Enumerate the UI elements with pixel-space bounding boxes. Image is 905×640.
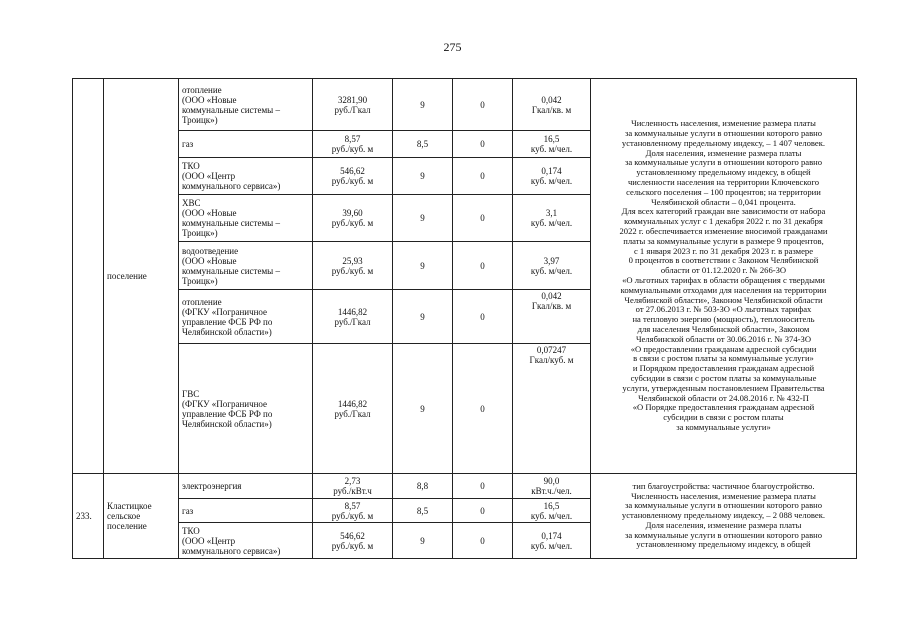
note-line: Доля населения, изменение размера платы	[645, 147, 802, 158]
table-row	[73, 79, 857, 131]
note-line: субсидии в связи с ростом платы	[663, 412, 784, 423]
tariff-cell	[313, 523, 393, 559]
settlement-line: сельское	[107, 511, 141, 521]
service-cell	[179, 242, 313, 290]
index-cell: 9	[393, 158, 453, 195]
note-line: в связи с ростом платы за коммунальные услуги»	[633, 353, 814, 364]
settlement-line: поселение	[107, 521, 147, 531]
service-line: (ФГКУ «Пограничное	[182, 398, 268, 409]
service-line: Челябинской области»)	[182, 418, 272, 429]
index-cell: 9	[393, 242, 453, 290]
service-line: (ООО «Новые	[182, 208, 237, 218]
norm-value: 0,042	[541, 291, 562, 301]
note-line: Доля населения, изменение размера платы	[645, 519, 802, 530]
index-cell: 8,8	[393, 474, 453, 499]
service-cell	[179, 474, 313, 499]
service-line: ГВС	[182, 388, 200, 399]
norm-unit: Гкал/кв. м	[531, 301, 572, 311]
zero-cell: 0	[453, 131, 513, 158]
tariff-value: 1446,82	[337, 398, 368, 409]
norm-value: 0,07247	[536, 345, 567, 355]
note-line: «О Порядке предоставления гражданам адресной	[632, 402, 815, 413]
norm-unit: куб. м/чел.	[530, 176, 573, 186]
norm-cell	[513, 290, 591, 344]
zero-cell: 0	[453, 499, 513, 523]
tariff-unit: руб./куб. м	[331, 176, 374, 186]
note-line: и Порядком предоставления гражданам адресной	[632, 363, 815, 374]
note-line: области от 01.12.2020 г. № 266-ЗО	[660, 265, 787, 276]
note-line: установленному предельному индексу, – 1 407 человек.	[621, 137, 826, 148]
note-line: за коммунальные услуги в отношении которого равно	[624, 157, 823, 168]
tariff-value: 2,73	[344, 476, 361, 486]
service-cell	[179, 79, 313, 131]
tariff-value: 25,93	[342, 255, 363, 266]
table-row	[73, 474, 857, 499]
note-line: Для всех категорий граждан вне зависимости от набора	[621, 206, 826, 217]
norm-value: 3,1	[545, 208, 558, 218]
tariff-value: 8,57	[344, 134, 361, 144]
zero-cell: 0	[453, 523, 513, 559]
note-line: 2022 г. обеспечивается изменение вносимой гражданами	[619, 226, 828, 237]
norm-cell	[513, 499, 591, 523]
service-line: ТКО	[182, 161, 200, 171]
row-number-cell	[73, 79, 104, 474]
tariff-value: 1446,82	[337, 306, 368, 317]
norm-value: 0,174	[541, 530, 562, 541]
service-line: коммунальные системы –	[182, 265, 280, 276]
tariff-value: 8,57	[344, 500, 361, 511]
row-number-cell: 233.	[73, 474, 104, 559]
tariff-unit: руб./куб. м	[331, 265, 374, 276]
tariff-cell	[313, 131, 393, 158]
service-line: управление ФСБ РФ по	[182, 316, 273, 327]
service-line: (ФГКУ «Пограничное	[182, 306, 268, 317]
tariff-table	[72, 78, 857, 559]
note-line: субсидии в связи с ростом платы за коммунальные	[630, 372, 817, 383]
norm-unit: Гкал/кв. м	[531, 104, 572, 115]
service-line: ТКО	[182, 525, 200, 536]
index-cell: 9	[393, 195, 453, 242]
note-line: Численность населения, изменение размера платы	[631, 118, 816, 129]
norm-unit: куб. м/чел.	[530, 540, 573, 551]
note-line: услуги, утвержденным постановлением Правительства	[622, 382, 825, 393]
tariff-value: 3281,90	[337, 94, 368, 105]
zero-cell: 0	[453, 242, 513, 290]
tariff-cell	[313, 344, 393, 474]
note-line: установленному предельному индексу, в общей	[636, 539, 811, 550]
settlement-cell	[104, 474, 179, 559]
norm-value: 0,042	[541, 94, 562, 105]
norm-cell	[513, 79, 591, 131]
service-line: Троицк»)	[182, 114, 218, 125]
note-line: 0 процентов в соответствии с Законом Челябинской	[628, 255, 819, 266]
note-line: Челябинской области от 30.06.2016 г. № 374-ЗО	[635, 333, 812, 344]
service-cell	[179, 499, 313, 523]
note-line: Челябинской области», Законом Челябинской области	[624, 294, 823, 305]
note-line: платы за коммунальные услуги в размере 9 процентов,	[623, 235, 824, 246]
note-line: за коммунальные услуги в отношении которого равно	[624, 128, 823, 139]
note-line: за коммунальные услуги в отношении которого равно	[624, 529, 823, 540]
service-line: Троицк»)	[182, 228, 218, 238]
norm-value: 0,174	[541, 166, 562, 176]
service-cell	[179, 195, 313, 242]
tariff-unit: руб./куб. м	[331, 218, 374, 228]
norm-value: 3,97	[543, 255, 560, 266]
norm-cell	[513, 344, 591, 474]
norm-unit: куб. м/чел.	[530, 144, 573, 154]
tariff-cell	[313, 499, 393, 523]
norm-cell	[513, 242, 591, 290]
note-line: «О предоставлении гражданам адресной субсидии	[630, 343, 817, 354]
note-line: сельского поселения – 100 процентов; на территории	[626, 186, 821, 197]
tariff-value: 39,60	[342, 208, 363, 218]
norm-unit: Гкал/куб. м	[529, 355, 574, 365]
tariff-cell	[313, 474, 393, 499]
note-line: для населения Челябинской области», Законом	[637, 323, 810, 334]
norm-unit: куб. м/чел.	[530, 510, 573, 521]
tariff-value: 546,62	[340, 530, 365, 541]
note-line: за коммунальные услуги в отношении которого равно	[624, 500, 823, 511]
norm-value: 16,5	[543, 134, 560, 144]
service-line: отопление	[182, 84, 222, 95]
zero-cell: 0	[453, 344, 513, 474]
zero-cell: 0	[453, 195, 513, 242]
index-cell: 8,5	[393, 131, 453, 158]
service-line: (ООО «Новые	[182, 255, 237, 266]
norm-cell	[513, 131, 591, 158]
norm-cell	[513, 474, 591, 499]
note-line: коммунальными отходами для населения на территории	[620, 284, 827, 295]
note-line: Челябинской области от 24.08.2016 г. № 432-П	[638, 392, 809, 403]
service-line: газ	[182, 139, 194, 149]
service-line: (ООО «Центр	[182, 171, 236, 181]
note-line: установленному предельному индексу, в общей	[636, 167, 811, 178]
service-line: Троицк»)	[182, 275, 218, 286]
note-line: численности населения на территории Ключевского	[627, 177, 820, 188]
service-cell	[179, 523, 313, 559]
norm-cell	[513, 523, 591, 559]
note-cell	[591, 474, 857, 559]
index-cell: 9	[393, 523, 453, 559]
tariff-unit: руб./куб. м	[331, 540, 374, 551]
service-line: (ООО «Центр	[182, 535, 236, 546]
index-cell: 9	[393, 79, 453, 131]
zero-cell: 0	[453, 290, 513, 344]
note-line: коммунальных услуг с 1 декабря 2022 г. по 31 декабря	[624, 216, 823, 227]
note-line: тип благоустройства: частичное благоустройство.	[632, 480, 815, 491]
note-line: на тепловую энергию (мощность), теплоноситель	[632, 314, 815, 325]
service-line: коммунального сервиса»)	[182, 181, 281, 191]
service-line: электроэнергия	[182, 481, 242, 491]
tariff-cell	[313, 290, 393, 344]
tariff-unit: руб./Гкал	[334, 316, 371, 327]
norm-cell	[513, 195, 591, 242]
tariff-unit: руб./Гкал	[334, 408, 371, 419]
norm-value: 90,0	[543, 476, 560, 486]
tariff-value: 546,62	[340, 166, 365, 176]
note-line: от 27.06.2013 г. № 503-ЗО «О льготных тарифах	[635, 304, 812, 315]
index-cell: 8,5	[393, 499, 453, 523]
note-line: установленному предельному индексу, – 2 088 человек.	[621, 510, 826, 521]
zero-cell: 0	[453, 79, 513, 131]
tariff-unit: руб./кВт.ч	[333, 486, 372, 496]
tariff-cell	[313, 195, 393, 242]
note-line: с 1 января 2023 г. по 31 декабря 2023 г. в размере	[633, 245, 814, 256]
service-line: (ООО «Новые	[182, 94, 237, 105]
service-line: управление ФСБ РФ по	[182, 408, 273, 419]
tariff-cell	[313, 79, 393, 131]
note-cell	[591, 79, 857, 474]
service-cell	[179, 290, 313, 344]
service-line: газ	[182, 505, 194, 516]
settlement-cell	[104, 79, 179, 474]
service-line: Челябинской области»)	[182, 326, 272, 337]
note-line: Челябинской области – 0,041 процента.	[651, 196, 796, 207]
zero-cell: 0	[453, 158, 513, 195]
norm-cell	[513, 158, 591, 195]
service-line: коммунальные системы –	[182, 218, 280, 228]
tariff-unit: руб./Гкал	[334, 104, 371, 115]
settlement-line: Кластицкое	[107, 501, 152, 511]
service-line: коммунальные системы –	[182, 104, 280, 115]
note-line: «О льготных тарифах в области обращения с твердыми	[622, 275, 825, 285]
index-cell: 9	[393, 290, 453, 344]
norm-unit: куб. м/чел.	[530, 265, 573, 276]
service-cell	[179, 131, 313, 158]
page-number: 275	[443, 40, 462, 54]
tariff-cell	[313, 158, 393, 195]
service-line: отопление	[182, 296, 222, 307]
tariff-cell	[313, 242, 393, 290]
service-line: ХВС	[182, 198, 201, 208]
settlement-line: поселение	[107, 271, 147, 281]
service-cell	[179, 344, 313, 474]
service-line: коммунального сервиса»)	[182, 545, 281, 556]
tariff-unit: руб./куб. м	[331, 144, 374, 154]
index-cell: 9	[393, 344, 453, 474]
zero-cell: 0	[453, 474, 513, 499]
norm-value: 16,5	[543, 500, 560, 511]
note-line: Численность населения, изменение размера платы	[631, 490, 816, 501]
note-line: за коммунальные услуги»	[676, 421, 771, 432]
service-cell	[179, 158, 313, 195]
tariff-unit: руб./куб. м	[331, 510, 374, 521]
service-line: водоотведение	[182, 245, 239, 256]
norm-unit: куб. м/чел.	[530, 218, 573, 228]
norm-unit: кВт.ч./чел.	[531, 486, 572, 496]
